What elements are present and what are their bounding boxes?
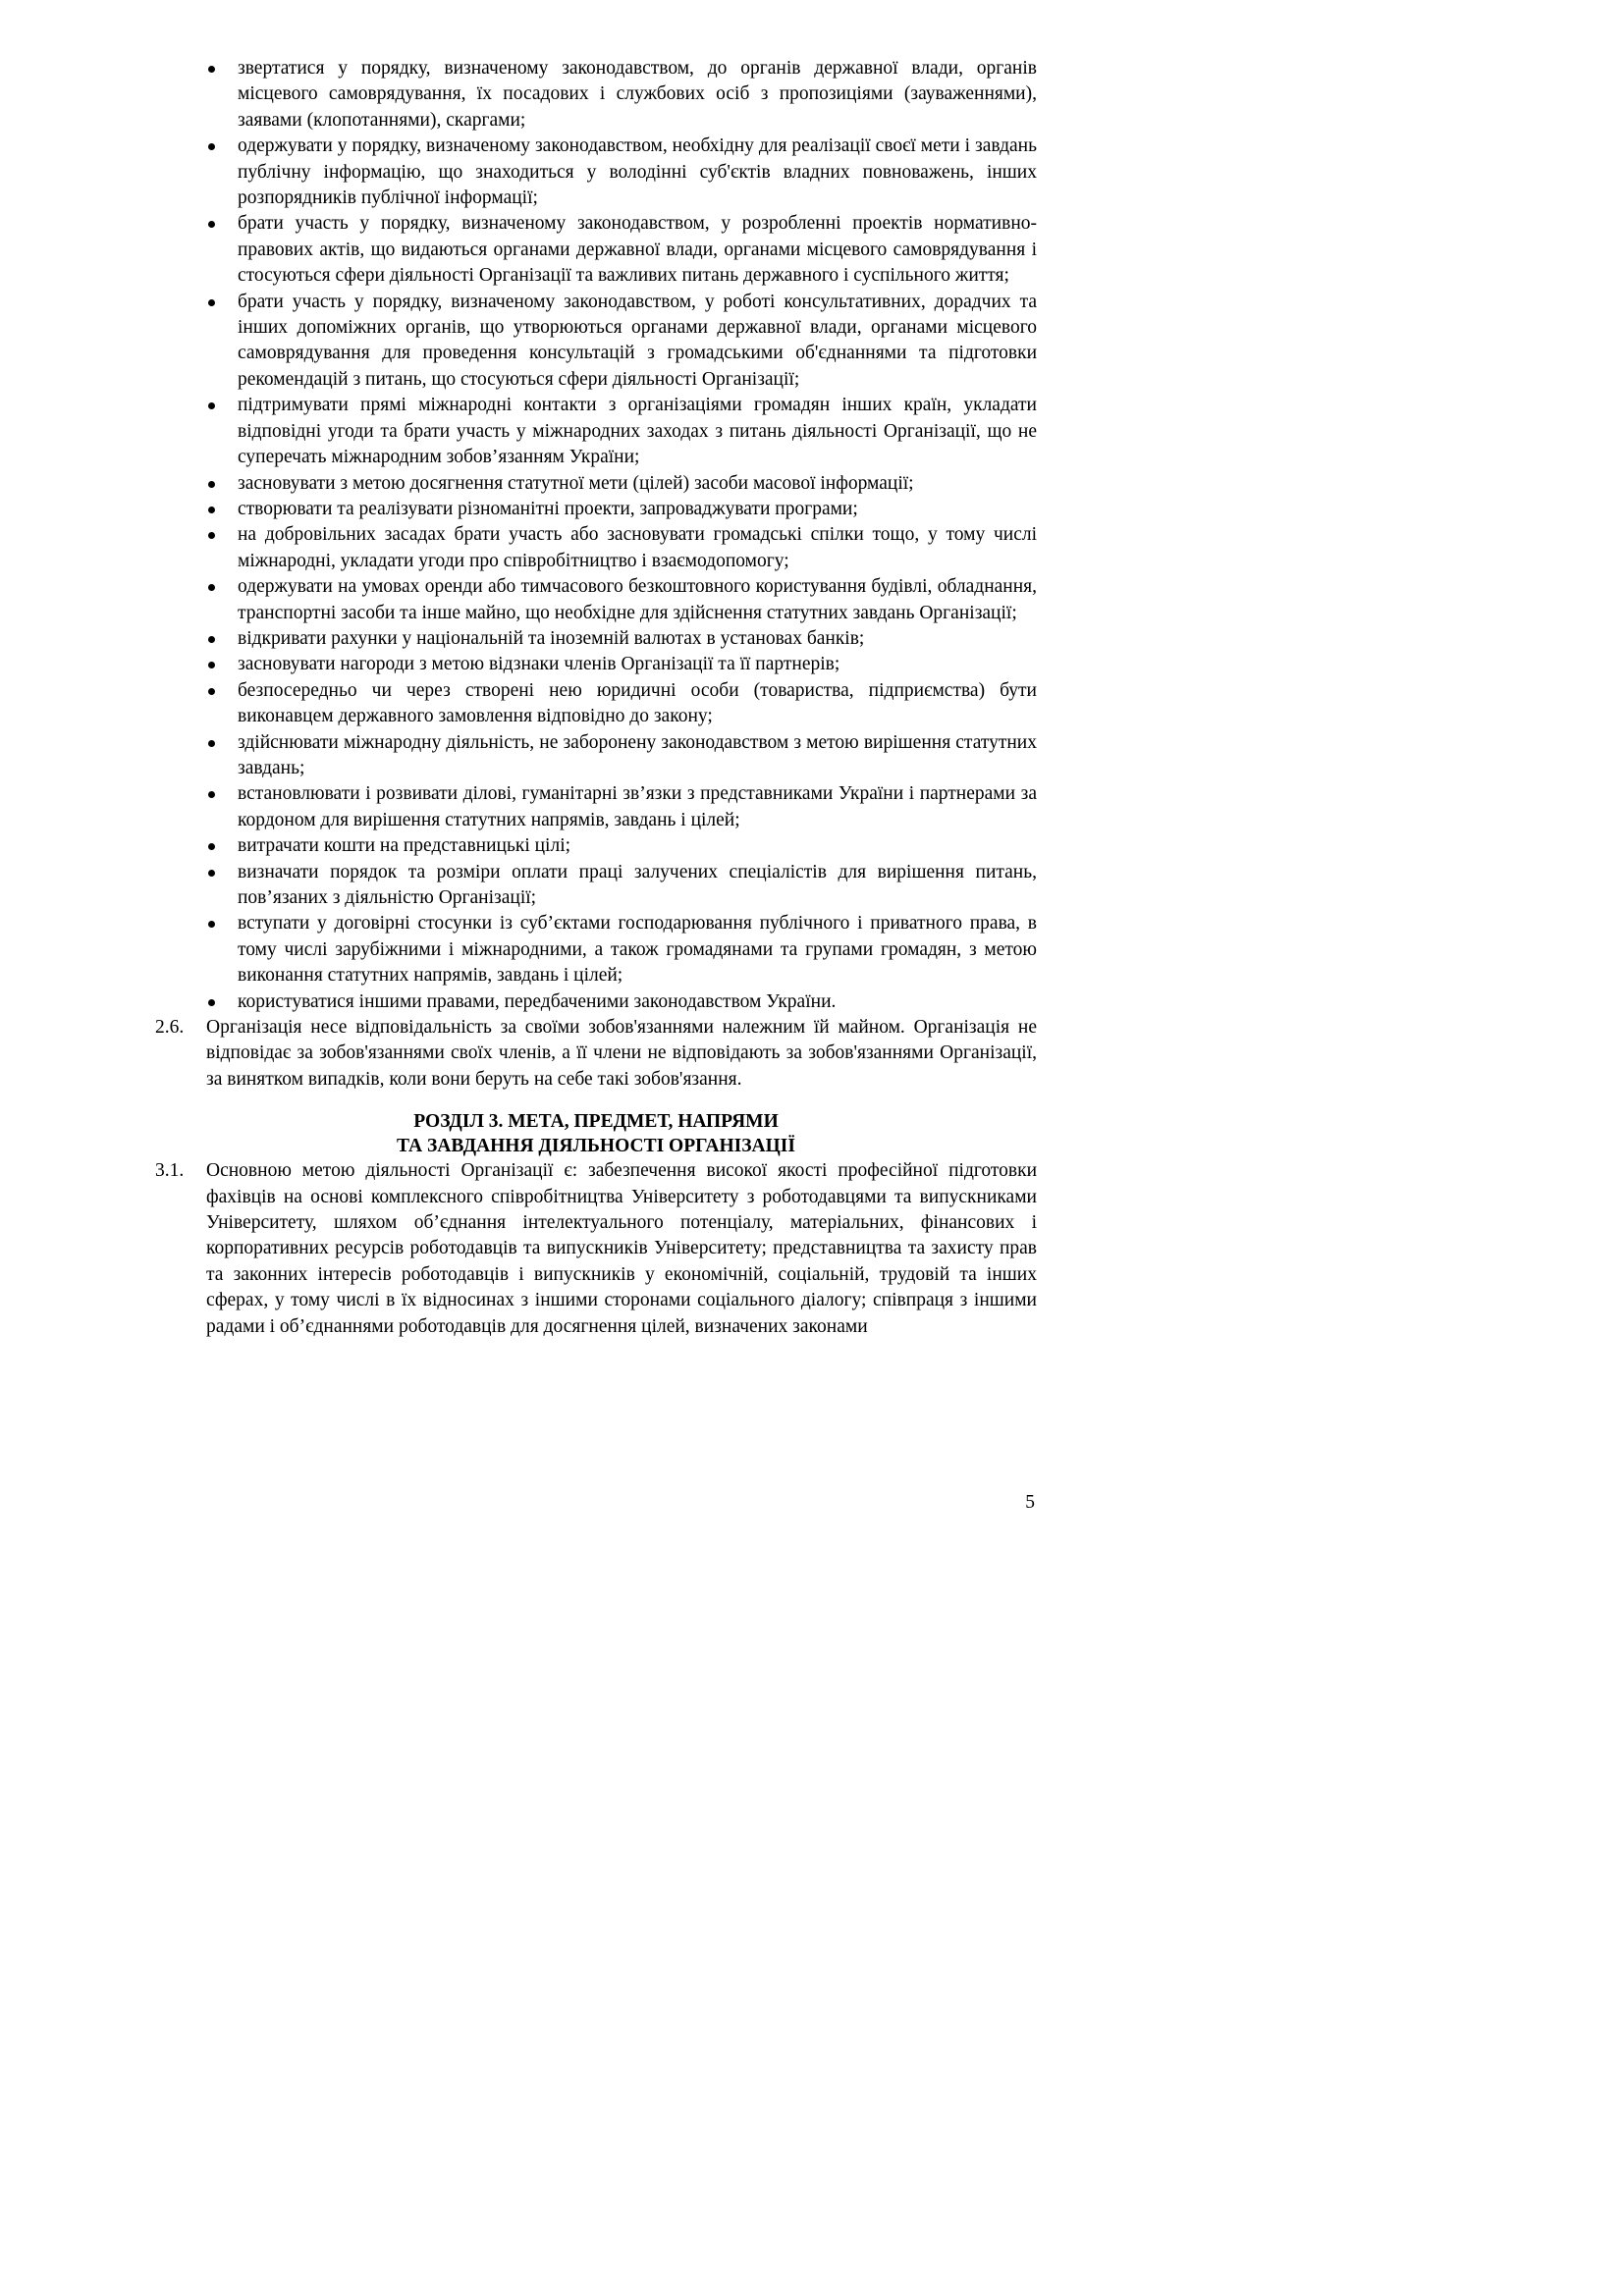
bullet-icon (208, 299, 215, 306)
paragraph-number: 2.6. (155, 1017, 185, 1039)
list-item-text: одержувати у порядку, визначеному законодавством, необхідну для реалізації своєї мети і завдань публічну інформацію, що знаходиться у володінні суб'єктів владних повноважень, інших розпорядників публічної інформації; (238, 135, 1037, 209)
bullet-icon (208, 740, 215, 747)
document-page (0, 0, 1082, 1530)
paragraph-number: 3.1. (155, 1160, 185, 1182)
list-item (238, 833, 1037, 859)
list-item-text: засновувати нагороди з метою відзнаки членів Організації та її партнерів; (238, 654, 840, 675)
list-item-text: вступати у договірні стосунки із суб’єктами господарювання публічного і приватного права, в тому числі зарубіжними і міжнародними, а також громадянами та групами громадян, з метою виконання статутних напрямів, завдань і цілей; (238, 913, 1037, 987)
list-item (238, 211, 1037, 289)
list-item-text: здійснювати міжнародну діяльність, не заборонену законодавством з метою вирішення статутних завдань; (238, 731, 1037, 778)
bullet-icon (208, 636, 215, 643)
list-item-text: одержувати на умовах оренди або тимчасового безкоштовного користування будівлі, обладнання, транспортні засоби та інше майно, що необхідне для здійснення статутних завдань Організації; (238, 576, 1037, 623)
bullet-icon (208, 870, 215, 877)
list-item (238, 133, 1037, 211)
section-heading-line: РОЗДІЛ 3. МЕТА, ПРЕДМЕТ, НАПРЯМИ (413, 1111, 779, 1133)
bullet-icon (208, 221, 215, 228)
list-item-text: на добровільних засадах брати участь або засновувати громадські спілки тощо, у тому числі міжнародні, укладати угоди про співробітництво і взаємодопомогу; (238, 524, 1037, 571)
list-item-text: підтримувати прямі міжнародні контакти з організаціями громадян інших країн, укладати відповідні угоди та брати участь у міжнародних заходах з питань діяльності Організації, що не суперечать міжнародним зобов’язанням України; (238, 395, 1037, 468)
list-item (238, 393, 1037, 470)
list-item (238, 781, 1037, 833)
bullet-icon (208, 143, 215, 150)
list-item-text: встановлювати і розвивати ділові, гуманітарні зв’язки з представниками України і партнерами за кордоном для вирішення статутних напрямів, завдань і цілей; (238, 783, 1037, 830)
list-item (238, 860, 1037, 912)
list-item (238, 911, 1037, 988)
bullet-icon (208, 662, 215, 668)
list-item-text: брати участь у порядку, визначеному законодавством, у роботі консультативних, дорадчих та інших допоміжних органів, що утворюються органами державної влади, органами місцевого самоврядування для проведення консультацій з громадськими об'єднаннями та підготовки рекомендацій з питань, що стосуються сфери діяльності Організації; (238, 291, 1037, 390)
bullet-icon (208, 688, 215, 695)
section-3-heading (155, 1109, 1037, 1158)
list-item (238, 497, 1037, 522)
paragraph-text: Основною метою діяльності Організації є: забезпечення високої якості професійної підготовки фахівців на основі комплексного співробітництва Університету з роботодавцями та випускниками Університету, шляхом об’єднання інтелектуального потенціалу, матеріальних, фінансових і корпоративних ресурсів роботодавців та випускників Університету; представництва та захисту прав та законних інтересів роботодавців і випускників у економічній, соціальній, трудовій та інших сферах, у тому числі в їх відносинах з іншими сторонами соціального діалогу; співпраця з іншими радами і об’єднаннями роботодавців для досягнення цілей, визначених законами (206, 1160, 1037, 1337)
bullet-icon (208, 532, 215, 539)
list-item (238, 652, 1037, 677)
list-item-text: користуватися іншими правами, передбаченими законодавством України. (238, 990, 837, 1012)
list-item (238, 626, 1037, 652)
list-item (238, 989, 1037, 1015)
list-item (238, 290, 1037, 394)
paragraph-2-6 (155, 1015, 1037, 1093)
bullet-icon (208, 507, 215, 513)
list-item-text: відкривати рахунки у національній та іноземній валютах в установах банків; (238, 627, 865, 649)
bullet-icon (208, 66, 215, 73)
section-heading-line: ТА ЗАВДАННЯ ДІЯЛЬНОСТІ ОРГАНІЗАЦІЇ (397, 1136, 795, 1157)
list-item-text: засновувати з метою досягнення статутної мети (цілей) засоби масової інформації; (238, 472, 914, 494)
list-item (238, 730, 1037, 782)
bullet-icon (208, 843, 215, 850)
list-item (238, 522, 1037, 574)
list-item-text: звертатися у порядку, визначеному законодавством, до органів державної влади, органів місцевого самоврядування, їх посадових і службових осіб з пропозиціями (зауваженнями), заявами (клопотаннями), скаргами; (238, 58, 1037, 131)
list-item (238, 574, 1037, 626)
bullet-icon (208, 921, 215, 928)
paragraph-text: Організація несе відповідальність за своїми зобов'язаннями належним їй майном. Організація не відповідає за зобов'язаннями своїх членів, а її члени не відповідають за зобов'язаннями Організації, за винятком випадків, коли вони беруть на себе такі зобов'язання. (206, 1017, 1037, 1090)
bullet-icon (208, 481, 215, 488)
list-item-text: створювати та реалізувати різноманітні проекти, запроваджувати програми; (238, 498, 858, 519)
bullet-icon (208, 402, 215, 409)
bullet-icon (208, 584, 215, 591)
paragraph-3-1 (155, 1158, 1037, 1340)
bullet-icon (208, 791, 215, 798)
list-item (238, 678, 1037, 730)
bullet-icon (208, 999, 215, 1006)
rights-bullet-list (238, 56, 1037, 1015)
list-item (238, 471, 1037, 497)
list-item-text: безпосередньо чи через створені нею юридичні особи (товариства, підприємства) бути виконавцем державного замовлення відповідно до закону; (238, 679, 1037, 727)
page-number: 5 (1025, 1492, 1035, 1513)
list-item-text: брати участь у порядку, визначеному законодавством, у розробленні проектів нормативно-правових актів, що видаються органами державної влади, органами місцевого самоврядування і стосуються сфери діяльності Організації та важливих питань державного і суспільного життя; (238, 213, 1037, 287)
list-item-text: витрачати кошти на представницькі цілі; (238, 835, 571, 857)
list-item-text: визначати порядок та розміри оплати праці залучених спеціалістів для вирішення питань, пов’язаних з діяльністю Організації; (238, 861, 1037, 908)
list-item (238, 56, 1037, 133)
page-content (155, 56, 1037, 1340)
